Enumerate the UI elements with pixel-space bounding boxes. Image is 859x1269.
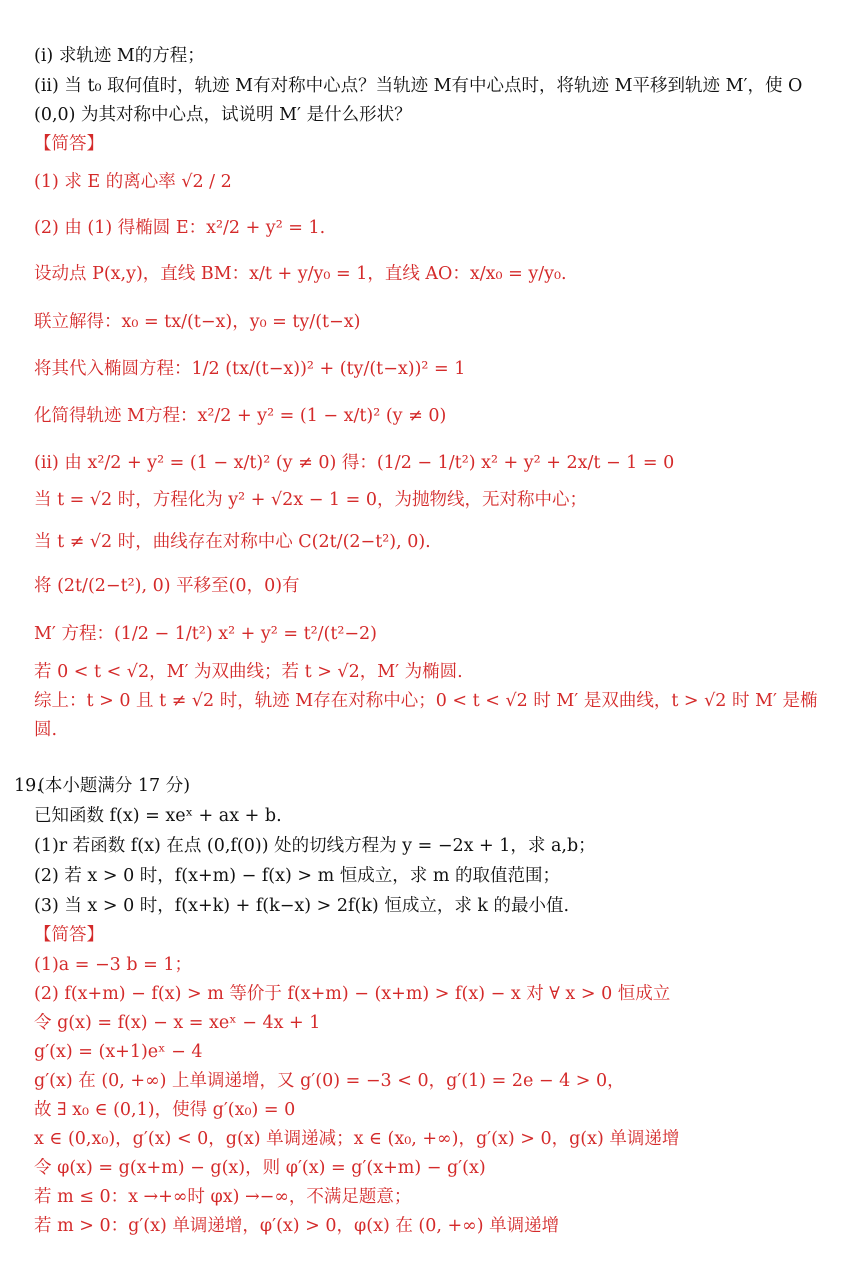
answer-line: 将其代入椭圆方程：1/2 (tx/(t−x))² + (ty/(t−x))² = 1	[34, 359, 466, 379]
answer-line: x ∈ (0,x₀)，g′(x) < 0，g(x) 单调递减；x ∈ (x₀, +∞)，g′(x) > 0，g(x) 单调递增	[34, 1129, 680, 1149]
question-intro: (本小题满分 17 分)	[38, 776, 191, 796]
answer-line: (ii) 由 x²/2 + y² = (1 − x/t)² (y ≠ 0) 得：(1/2 − 1/t²) x² + y² + 2x/t − 1 = 0	[34, 453, 675, 473]
question-line: (ii) 当 t₀ 取何值时，轨迹 M有对称中心点？当轨迹 M有中心点时，将轨迹 M平移到轨迹 M′，使 O	[34, 76, 803, 96]
answer-line: 令 φ(x) = g(x+m) − g(x)，则 φ′(x) = g′(x+m) − g′(x)	[34, 1158, 486, 1178]
answer-line: 综上：t > 0 且 t ≠ √2 时，轨迹 M存在对称中心；0 < t < √2 时 M′ 是双曲线，t > √2 时 M′ 是椭	[34, 691, 818, 711]
answer-line: 将 (2t/(2−t²), 0) 平移至(0，0)有	[34, 576, 300, 596]
answer-line: g′(x) 在 (0, +∞) 上单调递增，又 g′(0) = −3 < 0，g′(1) = 2e − 4 > 0，	[34, 1071, 625, 1091]
answer-line: (2) 由 (1) 得椭圆 E：x²/2 + y² = 1.	[34, 218, 326, 238]
answer-line: 若 0 < t < √2，M′ 为双曲线；若 t > √2，M′ 为椭圆.	[34, 662, 463, 682]
answer-line: 故 ∃ x₀ ∈ (0,1)，使得 g′(x₀) = 0	[34, 1100, 296, 1120]
answer-line: 当 t ≠ √2 时，曲线存在对称中心 C(2t/(2−t²), 0).	[34, 532, 431, 552]
question-line: 已知函数 f(x) = xeˣ + ax + b.	[34, 806, 282, 826]
answer-line: 联立解得：x₀ = tx/(t−x)，y₀ = ty/(t−x)	[34, 312, 361, 332]
question-line: (1)r 若函数 f(x) 在点 (0,f(0)) 处的切线方程为 y = −2x + 1，求 a,b；	[34, 836, 596, 856]
answer-line: 设动点 P(x,y)，直线 BM：x/t + y/y₀ = 1，直线 AO：x/x₀ = y/y₀.	[34, 264, 567, 284]
question-line: (2) 若 x > 0 时，f(x+m) − f(x) > m 恒成立，求 m 的取值范围；	[34, 866, 560, 886]
question-line: (3) 当 x > 0 时，f(x+k) + f(k−x) > 2f(k) 恒成立，求 k 的最小值.	[34, 896, 570, 916]
answer-line: (2) f(x+m) − f(x) > m 等价于 f(x+m) − (x+m) > f(x) − x 对 ∀ x > 0 恒成立	[34, 984, 671, 1004]
answer-line: 化简得轨迹 M方程：x²/2 + y² = (1 − x/t)² (y ≠ 0)	[34, 406, 447, 426]
answer-line: 当 t = √2 时，方程化为 y² + √2x − 1 = 0，为抛物线，无对称中心；	[34, 490, 587, 510]
answer-line: (1)a = −3 b = 1；	[34, 955, 192, 975]
question-line: (0,0) 为其对称中心点，试说明 M′ 是什么形状？	[34, 105, 412, 125]
question-line: (i) 求轨迹 M的方程；	[34, 46, 205, 66]
answer-header: 【简答】	[34, 925, 104, 945]
answer-line: M′ 方程：(1/2 − 1/t²) x² + y² = t²/(t²−2)	[34, 624, 378, 644]
answer-line: 若 m ≤ 0：x →+∞时 φx) →−∞，不满足题意；	[34, 1187, 412, 1207]
answer-line: 圆.	[34, 720, 58, 740]
answer-header: 【简答】	[34, 134, 104, 154]
answer-line: 令 g(x) = f(x) − x = xeˣ − 4x + 1	[34, 1013, 321, 1033]
answer-line: 若 m > 0：g′(x) 单调递增，φ′(x) > 0，φ(x) 在 (0, +∞) 单调递增	[34, 1216, 560, 1236]
answer-line: g′(x) = (x+1)eˣ − 4	[34, 1042, 203, 1062]
question-number: 19.	[14, 776, 42, 796]
answer-line: (1) 求 E 的离心率 √2 / 2	[34, 172, 232, 192]
